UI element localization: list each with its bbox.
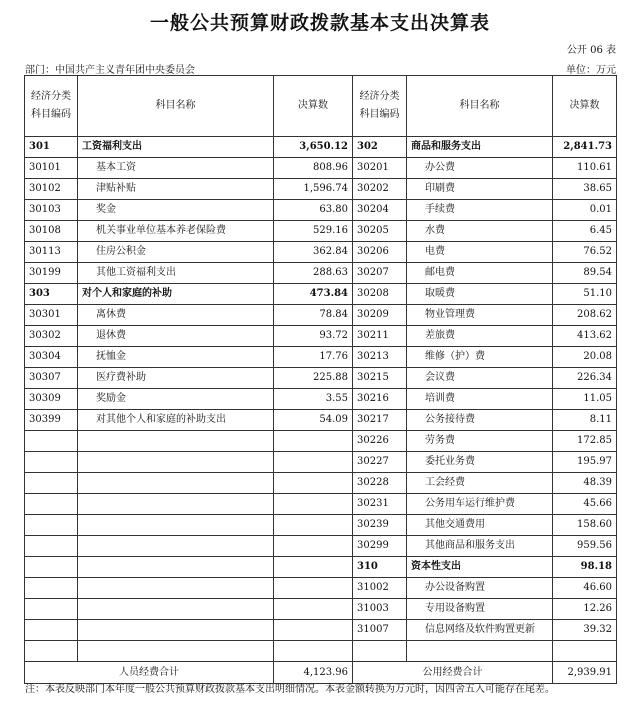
right-name-cell: 差旅费 xyxy=(407,326,553,347)
table-row xyxy=(25,137,617,158)
table-row xyxy=(25,158,617,179)
left-amount-cell: 3,650.12 xyxy=(274,137,353,158)
header-name-right: 科目名称 xyxy=(407,76,553,137)
form-number: 公开 06 表 xyxy=(566,45,616,56)
left-amount-cell xyxy=(274,431,353,452)
left-amount-cell xyxy=(274,620,353,641)
left-name-cell xyxy=(78,452,274,473)
left-amount-cell: 63.80 xyxy=(274,200,353,221)
right-amount-cell xyxy=(553,641,617,662)
right-amount-cell: 20.08 xyxy=(553,347,617,368)
public-total-value: 2,939.91 xyxy=(553,662,617,684)
right-amount-cell: 226.34 xyxy=(553,368,617,389)
right-amount-cell: 46.60 xyxy=(553,578,617,599)
right-name-cell: 办公设备购置 xyxy=(407,578,553,599)
left-amount-cell xyxy=(274,494,353,515)
left-code-cell: 301 xyxy=(25,137,78,158)
left-name-cell xyxy=(78,557,274,578)
left-amount-cell: 529.16 xyxy=(274,221,353,242)
right-name-cell: 工会经费 xyxy=(407,473,553,494)
left-name-cell: 抚恤金 xyxy=(78,347,274,368)
table-row xyxy=(25,263,617,284)
right-amount-cell: 959.56 xyxy=(553,536,617,557)
unit-label: 单位：万元 xyxy=(566,65,616,76)
left-name-cell: 机关事业单位基本养老保险费 xyxy=(78,221,274,242)
left-amount-cell: 3.55 xyxy=(274,389,353,410)
left-name-cell: 医疗费补助 xyxy=(78,368,274,389)
left-name-cell: 对个人和家庭的补助 xyxy=(78,284,274,305)
right-code-cell: 30202 xyxy=(353,179,407,200)
left-code-cell xyxy=(25,536,78,557)
left-amount-cell xyxy=(274,515,353,536)
right-amount-cell: 39.32 xyxy=(553,620,617,641)
left-code-cell xyxy=(25,431,78,452)
left-code-cell: 30302 xyxy=(25,326,78,347)
left-amount-cell: 17.76 xyxy=(274,347,353,368)
left-name-cell xyxy=(78,620,274,641)
right-code-cell: 30205 xyxy=(353,221,407,242)
table-row xyxy=(25,200,617,221)
right-code-cell: 30206 xyxy=(353,242,407,263)
left-code-cell: 30309 xyxy=(25,389,78,410)
right-name-cell: 劳务费 xyxy=(407,431,553,452)
right-amount-cell: 6.45 xyxy=(553,221,617,242)
left-code-cell xyxy=(25,452,78,473)
left-code-cell: 30103 xyxy=(25,200,78,221)
left-code-cell xyxy=(25,494,78,515)
table-row xyxy=(25,620,617,641)
table-row xyxy=(25,326,617,347)
left-name-cell: 工资福利支出 xyxy=(78,137,274,158)
page-title: 一般公共预算财政拨款基本支出决算表 xyxy=(149,12,490,34)
left-name-cell xyxy=(78,641,274,662)
right-name-cell: 办公费 xyxy=(407,158,553,179)
left-code-cell: 30102 xyxy=(25,179,78,200)
right-code-cell: 30299 xyxy=(353,536,407,557)
right-name-cell: 其他交通费用 xyxy=(407,515,553,536)
left-name-cell: 退休费 xyxy=(78,326,274,347)
left-amount-cell: 1,596.74 xyxy=(274,179,353,200)
left-name-cell: 津贴补贴 xyxy=(78,179,274,200)
right-code-cell: 30213 xyxy=(353,347,407,368)
right-code-cell: 30227 xyxy=(353,452,407,473)
right-amount-cell: 45.66 xyxy=(553,494,617,515)
left-name-cell: 离休费 xyxy=(78,305,274,326)
right-amount-cell: 12.26 xyxy=(553,599,617,620)
left-amount-cell xyxy=(274,641,353,662)
left-name-cell: 对其他个人和家庭的补助支出 xyxy=(78,410,274,431)
right-amount-cell: 413.62 xyxy=(553,326,617,347)
left-amount-cell xyxy=(274,536,353,557)
table-row xyxy=(25,473,617,494)
right-name-cell: 培训费 xyxy=(407,389,553,410)
left-name-cell: 其他工资福利支出 xyxy=(78,263,274,284)
right-code-cell: 30207 xyxy=(353,263,407,284)
table-row xyxy=(25,494,617,515)
left-amount-cell xyxy=(274,578,353,599)
left-code-cell: 30108 xyxy=(25,221,78,242)
left-amount-cell: 78.84 xyxy=(274,305,353,326)
table-row xyxy=(25,641,617,662)
table-row xyxy=(25,536,617,557)
right-code-cell: 31003 xyxy=(353,599,407,620)
left-code-cell: 30304 xyxy=(25,347,78,368)
right-amount-cell: 195.97 xyxy=(553,452,617,473)
table-row xyxy=(25,305,617,326)
right-code-cell: 310 xyxy=(353,557,407,578)
personnel-total-label: 人员经费合计 xyxy=(25,662,274,684)
header-amount-left: 决算数 xyxy=(274,76,353,137)
table-row xyxy=(25,347,617,368)
left-code-cell: 30301 xyxy=(25,305,78,326)
table-row xyxy=(25,515,617,536)
right-amount-cell: 158.60 xyxy=(553,515,617,536)
right-amount-cell: 11.05 xyxy=(553,389,617,410)
left-amount-cell xyxy=(274,473,353,494)
right-amount-cell: 8.11 xyxy=(553,410,617,431)
right-name-cell: 公务接待费 xyxy=(407,410,553,431)
left-name-cell: 基本工资 xyxy=(78,158,274,179)
left-code-cell xyxy=(25,578,78,599)
left-code-cell: 30113 xyxy=(25,242,78,263)
right-amount-cell: 110.61 xyxy=(553,158,617,179)
left-name-cell: 住房公积金 xyxy=(78,242,274,263)
right-code-cell: 30204 xyxy=(353,200,407,221)
right-amount-cell: 98.18 xyxy=(553,557,617,578)
table-row xyxy=(25,578,617,599)
table-row xyxy=(25,557,617,578)
table-row xyxy=(25,410,617,431)
right-code-cell: 31002 xyxy=(353,578,407,599)
right-code-cell: 30217 xyxy=(353,410,407,431)
expenditure-table xyxy=(24,75,617,684)
right-amount-cell: 2,841.73 xyxy=(553,137,617,158)
right-code-cell xyxy=(353,641,407,662)
table-row xyxy=(25,452,617,473)
right-code-cell: 30209 xyxy=(353,305,407,326)
right-name-cell: 商品和服务支出 xyxy=(407,137,553,158)
left-name-cell xyxy=(78,431,274,452)
left-amount-cell xyxy=(274,452,353,473)
table-row xyxy=(25,242,617,263)
left-amount-cell xyxy=(274,599,353,620)
left-code-cell xyxy=(25,599,78,620)
left-code-cell: 30399 xyxy=(25,410,78,431)
right-name-cell: 电费 xyxy=(407,242,553,263)
right-name-cell: 其他商品和服务支出 xyxy=(407,536,553,557)
right-code-cell: 30231 xyxy=(353,494,407,515)
right-code-cell: 31007 xyxy=(353,620,407,641)
header-name-left: 科目名称 xyxy=(78,76,274,137)
header-code-left: 经济分类科目编码 xyxy=(25,76,78,137)
right-name-cell: 邮电费 xyxy=(407,263,553,284)
right-name-cell xyxy=(407,641,553,662)
right-name-cell: 资本性支出 xyxy=(407,557,553,578)
right-amount-cell: 51.10 xyxy=(553,284,617,305)
right-name-cell: 会议费 xyxy=(407,368,553,389)
header-amount-right: 决算数 xyxy=(553,76,617,137)
right-code-cell: 30208 xyxy=(353,284,407,305)
table-row xyxy=(25,389,617,410)
public-total-label: 公用经费合计 xyxy=(353,662,553,684)
right-code-cell: 30239 xyxy=(353,515,407,536)
right-name-cell: 公务用车运行维护费 xyxy=(407,494,553,515)
right-name-cell: 水费 xyxy=(407,221,553,242)
left-name-cell xyxy=(78,473,274,494)
left-amount-cell: 362.84 xyxy=(274,242,353,263)
left-amount-cell: 473.84 xyxy=(274,284,353,305)
right-amount-cell: 76.52 xyxy=(553,242,617,263)
left-code-cell: 30101 xyxy=(25,158,78,179)
left-amount-cell: 808.96 xyxy=(274,158,353,179)
right-amount-cell: 48.39 xyxy=(553,473,617,494)
table-row xyxy=(25,431,617,452)
right-amount-cell: 208.62 xyxy=(553,305,617,326)
right-name-cell: 专用设备购置 xyxy=(407,599,553,620)
table-row xyxy=(25,179,617,200)
personnel-total-value: 4,123.96 xyxy=(274,662,353,684)
right-amount-cell: 0.01 xyxy=(553,200,617,221)
left-amount-cell: 93.72 xyxy=(274,326,353,347)
right-code-cell: 30228 xyxy=(353,473,407,494)
left-code-cell xyxy=(25,557,78,578)
table-header-row xyxy=(25,76,617,137)
right-name-cell: 取暖费 xyxy=(407,284,553,305)
table-row xyxy=(25,368,617,389)
right-name-cell: 手续费 xyxy=(407,200,553,221)
department-label: 部门：中国共产主义青年团中央委员会 xyxy=(25,65,195,76)
right-amount-cell: 38.65 xyxy=(553,179,617,200)
left-code-cell: 303 xyxy=(25,284,78,305)
right-amount-cell: 89.54 xyxy=(553,263,617,284)
table-row xyxy=(25,284,617,305)
left-name-cell xyxy=(78,599,274,620)
left-code-cell: 30199 xyxy=(25,263,78,284)
right-code-cell: 30226 xyxy=(353,431,407,452)
left-name-cell xyxy=(78,515,274,536)
left-code-cell: 30307 xyxy=(25,368,78,389)
left-amount-cell xyxy=(274,557,353,578)
left-name-cell xyxy=(78,494,274,515)
right-amount-cell: 172.85 xyxy=(553,431,617,452)
left-amount-cell: 225.88 xyxy=(274,368,353,389)
right-code-cell: 30201 xyxy=(353,158,407,179)
right-code-cell: 30211 xyxy=(353,326,407,347)
right-code-cell: 30215 xyxy=(353,368,407,389)
left-name-cell xyxy=(78,536,274,557)
left-code-cell xyxy=(25,515,78,536)
left-amount-cell: 54.09 xyxy=(274,410,353,431)
header-code-right: 经济分类科目编码 xyxy=(353,76,407,137)
right-name-cell: 维修（护）费 xyxy=(407,347,553,368)
left-code-cell xyxy=(25,620,78,641)
left-code-cell xyxy=(25,473,78,494)
right-name-cell: 物业管理费 xyxy=(407,305,553,326)
left-amount-cell: 288.63 xyxy=(274,263,353,284)
table-row xyxy=(25,599,617,620)
footnote: 注：本表反映部门本年度一般公共预算财政拨款基本支出明细情况。本表金额转换为万元时，因四舍五入可能存在尾差。 xyxy=(25,684,555,695)
right-code-cell: 30216 xyxy=(353,389,407,410)
right-name-cell: 信息网络及软件购置更新 xyxy=(407,620,553,641)
left-name-cell: 奖励金 xyxy=(78,389,274,410)
left-code-cell xyxy=(25,641,78,662)
right-name-cell: 印刷费 xyxy=(407,179,553,200)
left-name-cell: 奖金 xyxy=(78,200,274,221)
right-name-cell: 委托业务费 xyxy=(407,452,553,473)
right-code-cell: 302 xyxy=(353,137,407,158)
left-name-cell xyxy=(78,578,274,599)
table-row xyxy=(25,221,617,242)
